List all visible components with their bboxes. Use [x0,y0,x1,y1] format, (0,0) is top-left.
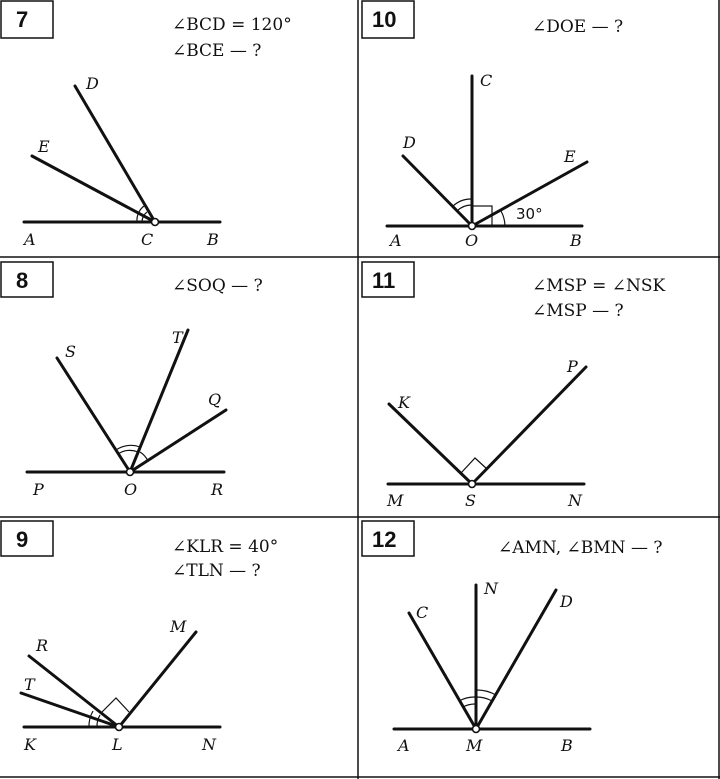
problem-10 [362,1,623,250]
ray-os [57,358,130,472]
point-s [469,481,476,488]
ray-od [403,156,472,226]
angle-arc [476,697,492,701]
label-a: A [390,231,402,250]
label-o: O [465,231,479,250]
label-o: O [124,480,138,499]
angle-arc [118,450,138,454]
label-t: T [24,675,35,694]
label-c: C [141,230,154,249]
problem-number: 8 [16,268,29,293]
ray-lm [119,632,196,727]
question: ∠TLN — ? [172,561,261,581]
label-e: E [564,147,576,166]
label-m: M [170,617,187,636]
question: ∠BCE — ? [172,41,262,61]
ray-md [476,590,556,729]
label-b: B [207,230,219,249]
label-d: D [560,592,573,611]
label-p: P [33,480,44,499]
label-a: A [24,230,36,249]
ray-oq [130,410,226,472]
problem-number: 9 [16,527,29,552]
label-t: T [172,328,183,347]
angle-arc [452,199,472,207]
problem-8 [1,262,263,499]
label-r: R [36,636,49,655]
angle-arc [116,445,140,450]
angle-arc [476,690,496,695]
point-l [116,724,123,731]
question: ∠DOE — ? [532,17,624,37]
angle-arc [457,205,472,211]
label-c: C [416,603,429,622]
problem-number: 11 [372,268,396,293]
ray-mc [409,613,476,729]
problem-number: 10 [372,7,397,32]
point-o [469,223,476,230]
label-e: E [38,137,50,156]
problem-number: 12 [372,527,397,552]
angle-arc [501,211,505,226]
label-p: P [567,357,578,376]
label-q: Q [208,390,222,409]
problem-11 [362,262,666,510]
right-angle-mark [102,698,129,712]
ray-sk [389,404,472,484]
ray-ot [130,330,188,472]
label-r: R [211,480,224,499]
question: ∠AMN, ∠BMN — ? [498,538,663,558]
problem-number: 7 [16,7,29,32]
label-l: L [112,735,123,754]
angle-arc [463,704,476,707]
problem-7 [1,1,292,249]
given-condition: ∠BCD = 120° [172,15,292,35]
given-condition: ∠MSP = ∠NSK [532,276,666,296]
angle-arc [459,697,476,701]
point-c [152,219,159,226]
label-n: N [568,491,582,510]
ray-sp [472,367,586,484]
label-s: S [65,342,76,361]
label-d: D [403,133,416,152]
angle-arc [140,452,148,461]
label-b: B [570,231,582,250]
problem-9 [1,521,278,754]
label-n: N [484,579,498,598]
label-m: M [387,491,404,510]
ray-lr [29,656,119,727]
given-condition: ∠KLR = 40° [172,537,279,557]
label-b: B [561,736,573,755]
point-m [473,726,480,733]
label-k: K [398,393,410,412]
label-n: N [202,735,216,754]
label-a: A [398,736,410,755]
angle-value: 30° [516,205,543,223]
question: ∠SOQ — ? [172,276,263,296]
question: ∠MSP — ? [532,301,624,321]
label-m: M [466,736,483,755]
label-s: S [465,491,476,510]
problem-12 [362,521,662,755]
label-k: K [24,735,36,754]
point-o [127,469,134,476]
label-d: D [86,74,99,93]
label-c: C [480,71,493,90]
